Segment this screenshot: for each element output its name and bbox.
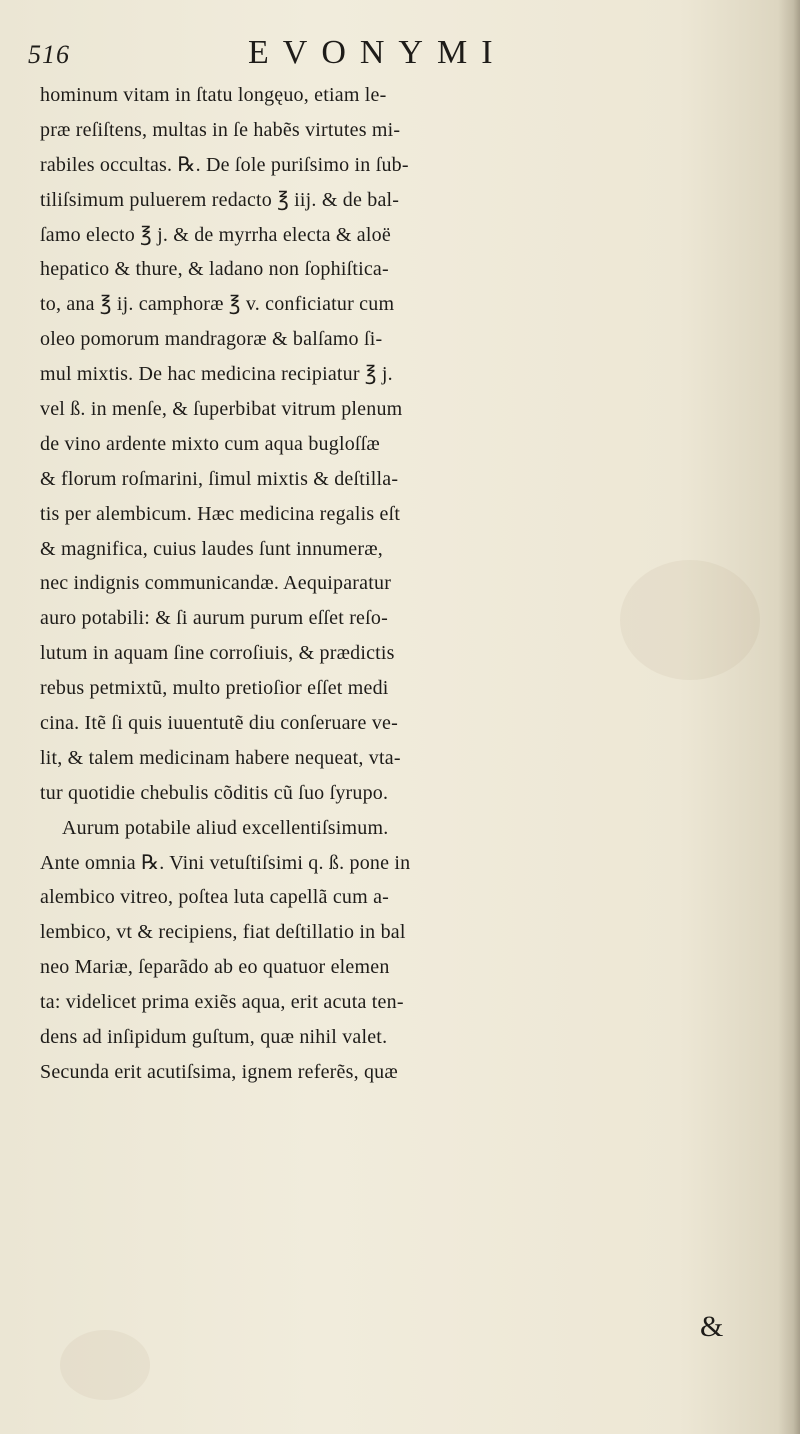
text-line: nec indignis communicandæ. Aequiparatur [40, 572, 392, 595]
text-line: dens ad inſipidum guſtum, quæ nihil valet. [40, 1026, 388, 1049]
section-heading: Aurum potabile aliud excellentiſsimum. [62, 816, 389, 839]
text-line: rebus petmixtũ, multo pretioſior eſſet medi [40, 677, 389, 700]
text-line: Secunda erit acutiſsima, ignem referẽs, quæ [40, 1060, 398, 1083]
text-line: oleo pomorum mandragoræ & balſamo ſi- [40, 328, 383, 351]
text-line: ta: videlicet prima exiẽs aqua, erit acuta ten- [40, 991, 404, 1014]
text-line: lembico, vt & recipiens, fiat deſtillatio in bal [40, 921, 406, 944]
body-text [40, 78, 770, 1090]
running-head: EVONYMI [248, 34, 507, 71]
text-line: neo Mariæ, ſeparãdo ab eo quatuor elemen [40, 956, 390, 979]
text-line: vel ß. in menſe, & ſuperbibat vitrum plenum [40, 398, 403, 421]
text-line: tis per alembicum. Hæc medicina regalis eſt [40, 502, 401, 525]
text-line: rabiles occultas. ℞. De ſole puriſsimo in ſub- [40, 153, 409, 176]
text-line: & florum roſmarini, ſimul mixtis & deſtilla- [40, 467, 399, 490]
text-line: de vino ardente mixto cum aqua bugloſſæ [40, 432, 380, 455]
page-number: 516 [28, 40, 70, 69]
text-line: hominum vitam in ſtatu longęuo, etiam le- [40, 84, 387, 106]
catchword: & [700, 1310, 724, 1343]
text-line: auro potabili: & ſi aurum purum eſſet reſo- [40, 607, 388, 630]
text-line: lutum in aquam ſine corroſiuis, & prædictis [40, 642, 395, 665]
text-line: hepatico & thure, & ladano non ſophiſtica- [40, 258, 389, 281]
paper-stain [60, 1330, 150, 1400]
text-line: to, ana ℥ ij. camphoræ ℥ v. conficiatur cum [40, 293, 395, 316]
text-line: ſamo electo ℥ j. & de myrrha electa & aloë [40, 223, 391, 246]
text-line: alembico vitreo, poſtea luta capellã cum a- [40, 886, 390, 909]
text-line: tiliſsimum puluerem redacto ℥ iij. & de bal- [40, 188, 400, 211]
text-line: lit, & talem medicinam habere nequeat, vta- [40, 746, 401, 769]
page-header [28, 34, 728, 74]
text-line: mul mixtis. De hac medicina recipiatur ℥ j. [40, 363, 393, 386]
text-line: cina. Itẽ ſi quis iuuentutẽ diu conſeruare ve- [40, 712, 398, 735]
text-line: Ante omnia ℞. Vini vetuſtiſsimi q. ß. pone in [40, 851, 411, 874]
text-line: præ reſiſtens, multas in ſe habẽs virtutes mi- [40, 118, 401, 141]
text-line: tur quotidie chebulis cõditis cũ ſuo ſyrupo. [40, 781, 389, 804]
text-line: & magnifica, cuius laudes ſunt innumeræ, [40, 537, 383, 560]
page-edge-shadow [778, 0, 800, 1434]
